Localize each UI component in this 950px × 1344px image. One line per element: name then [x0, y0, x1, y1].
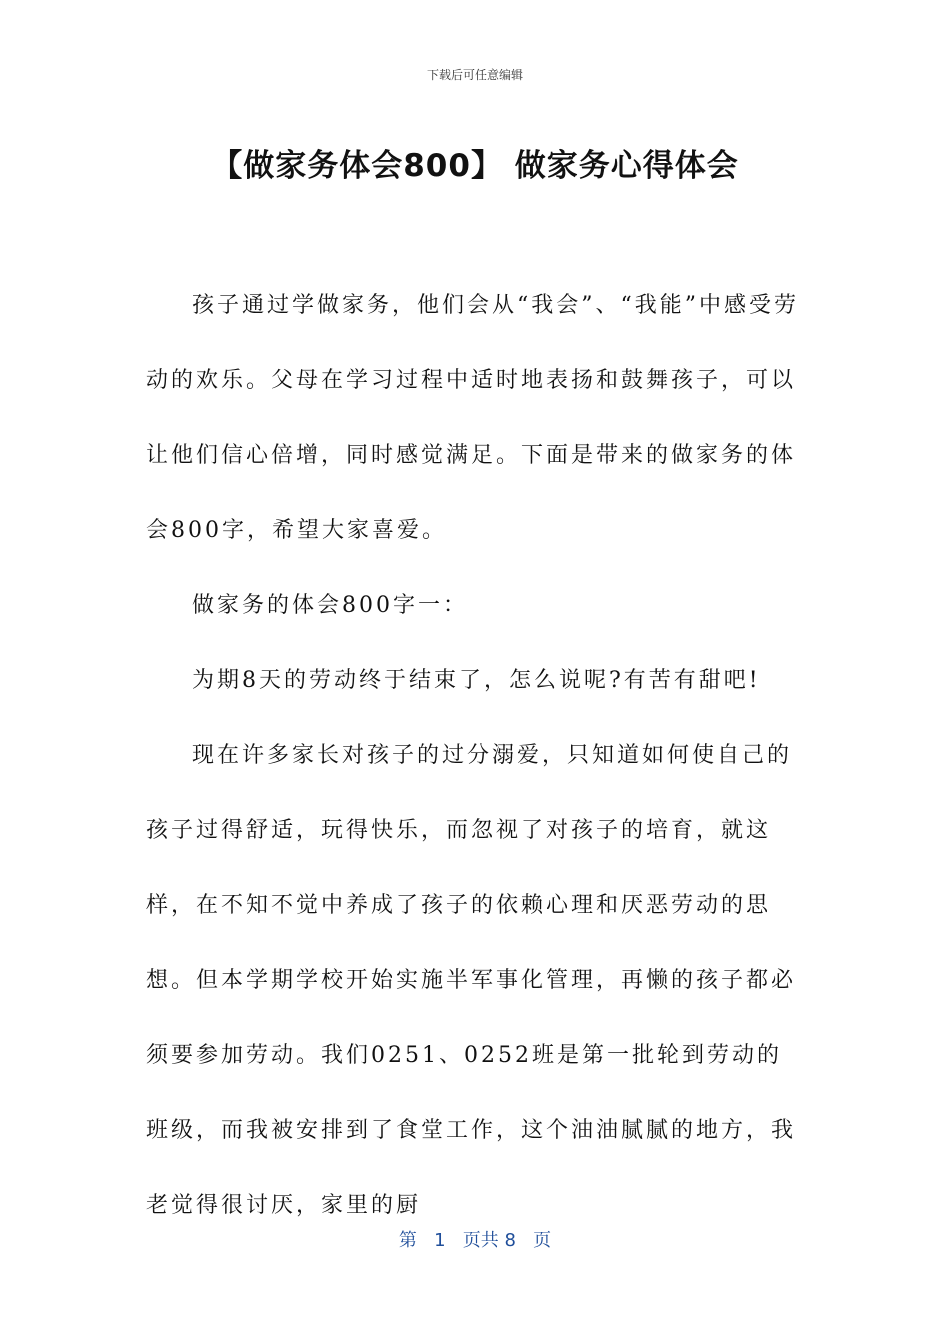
- paragraph-section-heading: 做家务的体会800字一：: [192, 593, 468, 618]
- footer-middle: 页共: [462, 1230, 499, 1251]
- paragraph-main: 现在许多家长对孩子的过分溺爱，只知道如何使自己的孩子过得舒适，玩得快乐，而忽视了对孩子的培育，就这样，在不知不觉中养成了孩子的依赖心理和厌恶劳动的思想。但本学期学校开始实施半军事化管理，再懒的孩子都必须要参加劳动。我们0251、0252班是第一批轮到劳动的班级，而我被安排到了食堂工作，这个油油腻腻的地方，我老觉得很讨厌，家里的厨: [146, 743, 797, 1218]
- page-footer: [0, 1226, 950, 1252]
- document-body: [146, 268, 806, 1243]
- footer-total-pages: 8: [504, 1230, 516, 1251]
- footer-suffix: 页: [533, 1230, 552, 1251]
- header-note: 下载后可任意编辑: [426, 68, 523, 82]
- footer-current-page: 1: [434, 1230, 446, 1251]
- footer-prefix: 第: [398, 1230, 417, 1251]
- document-title: 【做家务体会800】 做家务心得体会: [211, 148, 739, 184]
- paragraph-summary: 为期8天的劳动终于结束了，怎么说呢?有苦有甜吧!: [192, 668, 761, 693]
- paragraph-intro: 孩子通过学做家务，他们会从“我会”、“我能”中感受劳动的欢乐。父母在学习过程中适时地表扬和鼓舞孩子，可以让他们信心倍增，同时感觉满足。下面是带来的做家务的体会800字，希望大家喜爱。: [146, 293, 799, 543]
